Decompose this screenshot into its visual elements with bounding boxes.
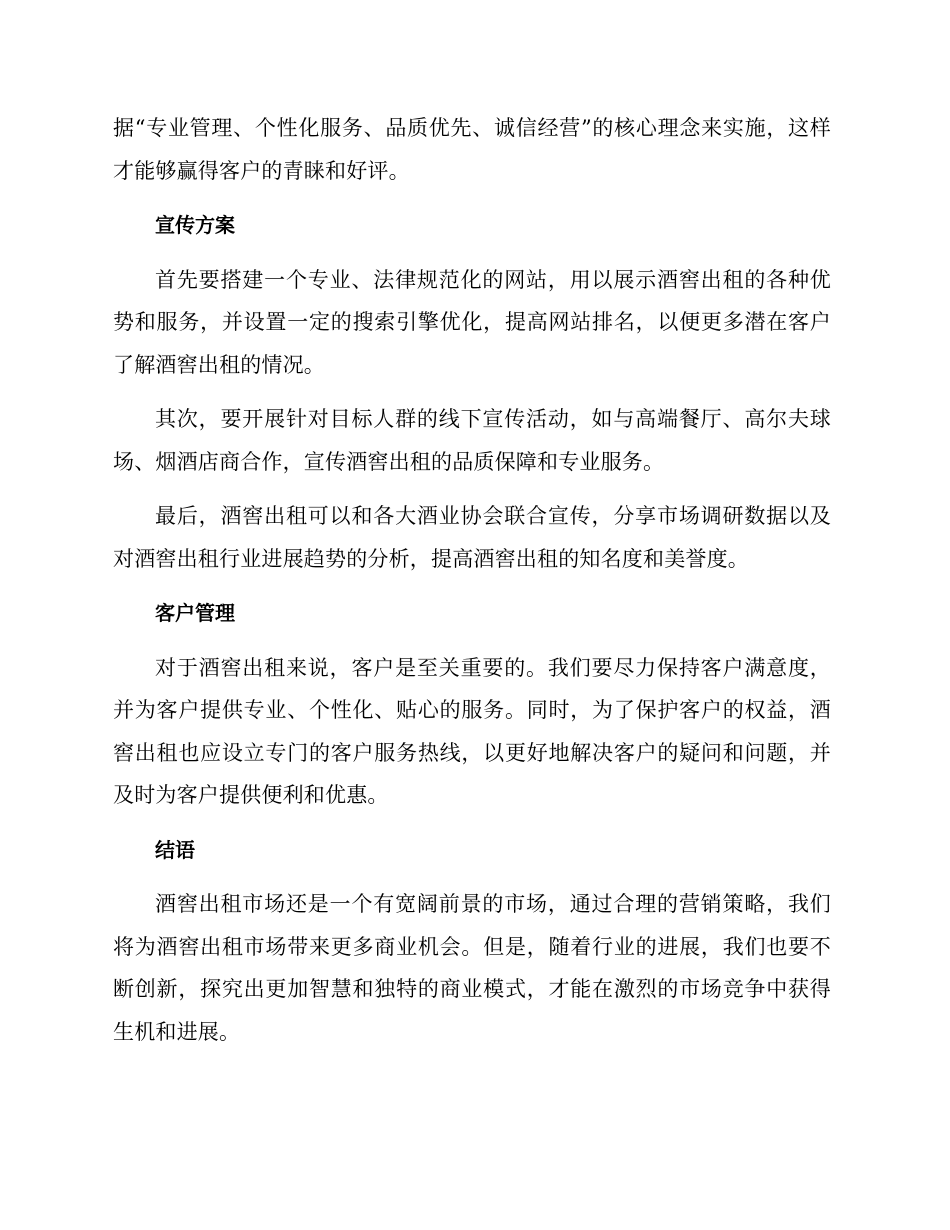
continuation-paragraph: 据“专业管理、个性化服务、品质优先、诚信经营”的核心理念来实施，这样才能够赢得客户的青睐和好评。 xyxy=(113,116,831,183)
paragraph: 最后，酒窖出租可以和各大酒业协会联合宣传，分享市场调研数据以及对酒窖出租行业进展趋势的分析，提高酒窖出租的知名度和美誉度。 xyxy=(113,504,831,571)
paragraph: 对于酒窖出租来说，客户是至关重要的。我们要尽力保持客户满意度，并为客户提供专业、个性化、贴心的服务。同时，为了保护客户的权益，酒窖出租也应设立专门的客户服务热线，以更好地解决客户的疑问和问题，并及时为客户提供便利和优惠。 xyxy=(113,655,831,807)
section-heading-customer-management: 客户管理 xyxy=(155,601,235,625)
paragraph: 首先要搭建一个专业、法律规范化的网站，用以展示酒窖出租的各种优势和服务，并设置一定的搜索引擎优化，提高网站排名，以便更多潜在客户了解酒窖出租的情况。 xyxy=(113,267,831,377)
paragraph: 其次，要开展针对目标人群的线下宣传活动，如与高端餐厅、高尔夫球场、烟酒店商合作，宣传酒窖出租的品质保障和专业服务。 xyxy=(113,407,831,474)
section-heading-promotion: 宣传方案 xyxy=(155,213,235,237)
section-heading-conclusion: 结语 xyxy=(155,837,195,862)
document-body xyxy=(113,107,831,1053)
paragraph: 酒窖出租市场还是一个有宽阔前景的市场，通过合理的营销策略，我们将为酒窖出租市场带来更多商业机会。但是，随着行业的进展，我们也要不断创新，探究出更加智慧和独特的商业模式，才能在激烈的市场竞争中获得生机和进展。 xyxy=(113,892,831,1044)
